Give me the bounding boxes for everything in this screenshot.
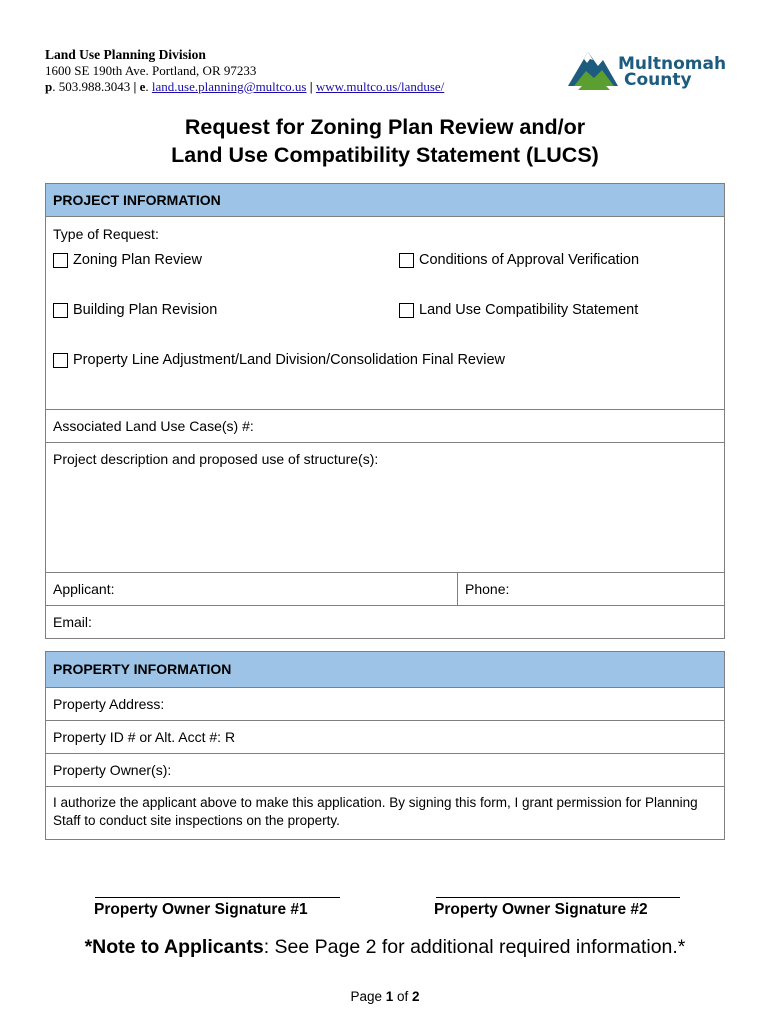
project-information-section [45, 183, 725, 639]
property-line-adjustment-label: Property Line Adjustment/Land Division/Consolidation Final Review [73, 352, 506, 368]
email-prefix: e [139, 79, 146, 94]
request-options-row-1 [53, 252, 717, 302]
phone-prefix: p [45, 79, 53, 94]
conditions-of-approval-label: Conditions of Approval Verification [419, 252, 640, 268]
mountain-tree-icon [566, 46, 622, 92]
type-of-request-cell [46, 217, 725, 410]
separator: | [306, 79, 316, 94]
property-id-field[interactable]: Property ID # or Alt. Acct #: R [46, 721, 725, 754]
applicant-field[interactable]: Applicant: [46, 573, 458, 606]
logo-word-multnomah: Multnomah [618, 54, 727, 74]
request-options-row-2 [53, 302, 717, 352]
title-line-2: Land Use Compatibility Statement (LUCS) [171, 143, 599, 167]
conditions-of-approval-option[interactable] [399, 252, 639, 268]
property-information-section [45, 651, 725, 840]
property-line-adjustment-option[interactable] [53, 352, 505, 368]
property-line-adjustment-checkbox[interactable] [53, 353, 68, 368]
type-of-request-label: Type of Request: [53, 226, 159, 242]
office-address: 1600 SE 190th Ave. Portland, OR 97233 [45, 63, 257, 78]
property-address-field[interactable]: Property Address: [46, 688, 725, 721]
building-plan-revision-option[interactable] [53, 302, 217, 318]
note-emphasis: *Note to Applicants [84, 936, 264, 958]
title-line-1: Request for Zoning Plan Review and/or [184, 115, 586, 139]
email-link[interactable]: land.use.planning@multco.us [151, 79, 307, 94]
logo-word-county: County [624, 70, 692, 90]
current-page: 1 [385, 989, 394, 1004]
project-description-field[interactable]: Project description and proposed use of structure(s): [46, 443, 725, 573]
phone-number: . 503.988.3043 [52, 79, 131, 94]
phone-field[interactable]: Phone: [458, 573, 725, 606]
request-options-row-3 [53, 352, 717, 382]
project-information-heading: PROJECT INFORMATION [46, 184, 725, 217]
county-logo [566, 46, 727, 96]
signature-line-1[interactable] [95, 897, 340, 898]
website-link[interactable]: www.multco.us/landuse/ [315, 79, 445, 94]
page-number [0, 989, 770, 1004]
of-word: of [393, 989, 413, 1004]
property-information-heading: PROPERTY INFORMATION [46, 652, 725, 688]
lucs-checkbox[interactable] [399, 303, 414, 318]
zoning-plan-review-option[interactable] [53, 252, 202, 268]
signature-line-2[interactable] [436, 897, 680, 898]
building-plan-revision-checkbox[interactable] [53, 303, 68, 318]
contact-line [45, 79, 444, 95]
conditions-of-approval-checkbox[interactable] [399, 253, 414, 268]
property-owner-field[interactable]: Property Owner(s): [46, 754, 725, 787]
signature-label-2: Property Owner Signature #2 [434, 901, 648, 918]
note-text: : See Page 2 for additional required information.* [263, 936, 686, 958]
letterhead [45, 47, 444, 95]
page-word: Page [350, 989, 386, 1004]
separator: | [130, 79, 140, 94]
applicant-note [0, 936, 770, 959]
lucs-option[interactable] [399, 302, 638, 318]
page-title [0, 113, 770, 169]
email-field[interactable]: Email: [46, 606, 725, 639]
building-plan-revision-label: Building Plan Revision [73, 302, 218, 318]
email-dot: . [145, 79, 152, 94]
division-name: Land Use Planning Division [45, 47, 206, 62]
zoning-plan-review-checkbox[interactable] [53, 253, 68, 268]
signature-label-1: Property Owner Signature #1 [94, 901, 308, 918]
zoning-plan-review-label: Zoning Plan Review [73, 252, 202, 268]
associated-case-field[interactable]: Associated Land Use Case(s) #: [46, 410, 725, 443]
total-pages: 2 [412, 989, 420, 1004]
authorization-statement: I authorize the applicant above to make this application. By signing this form, I grant permission for Planning Staff to conduct site inspections on the property. [46, 787, 725, 840]
lucs-label: Land Use Compatibility Statement [419, 302, 639, 318]
